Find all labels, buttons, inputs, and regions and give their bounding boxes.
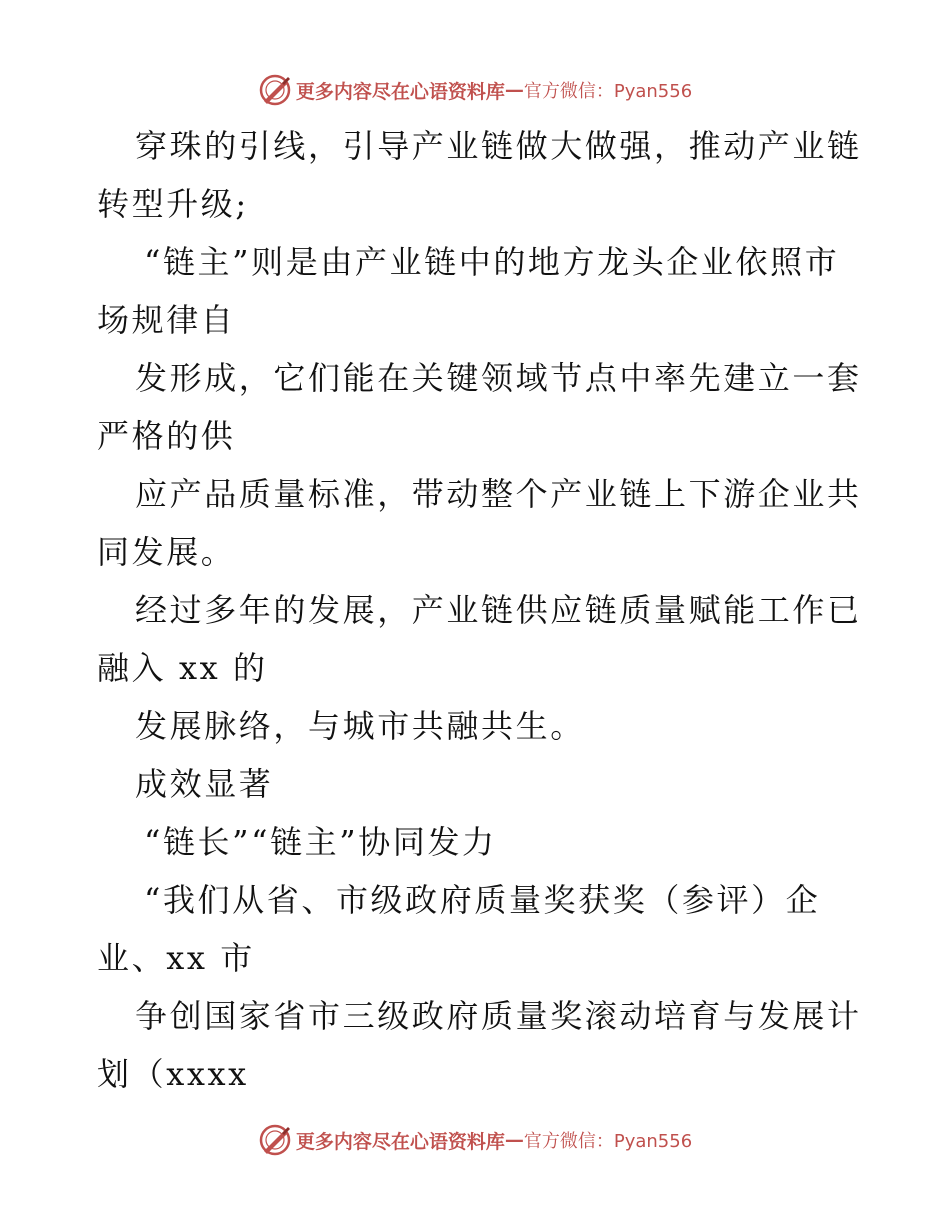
pen-logo-icon <box>258 73 292 107</box>
banner-text: 更多内容尽在心语资料库 <box>295 80 505 103</box>
pen-logo-icon <box>258 1123 292 1157</box>
body-line: 发展脉络，与城市共融共生。 <box>135 707 585 745</box>
banner-wechat: 官方微信：Pyan556 <box>523 1131 693 1152</box>
banner-text: 更多内容尽在心语资料库 <box>295 1130 505 1153</box>
document-body <box>97 117 862 1103</box>
body-line: 转型升级; <box>97 185 249 223</box>
body-line: 穿珠的引线，引导产业链做大做强，推动产业链 <box>135 127 862 165</box>
header-banner <box>0 70 950 110</box>
body-line: 争创国家省市三级政府质量奖滚动培育与发展计 <box>135 997 862 1035</box>
body-line: “链主”则是由产业链中的地方龙头企业依照市 <box>144 243 840 281</box>
body-line: 同发展。 <box>97 533 236 571</box>
subheading: “链长”“链主”协同发力 <box>144 823 497 861</box>
body-line: 发形成，它们能在关键领域节点中率先建立一套 <box>135 359 862 397</box>
body-line: 应产品质量标准，带动整个产业链上下游企业共 <box>135 475 862 513</box>
body-line: 划（xxxx <box>97 1055 249 1093</box>
banner-dash: — <box>504 1129 524 1151</box>
body-line: 经过多年的发展，产业链供应链质量赋能工作已 <box>135 591 862 629</box>
footer-banner <box>0 1120 950 1160</box>
body-line: “我们从省、市级政府质量奖获奖（参评）企 <box>144 881 821 919</box>
body-line: 严格的供 <box>97 417 236 455</box>
banner-wechat: 官方微信：Pyan556 <box>523 81 693 102</box>
section-heading: 成效显著 <box>135 765 274 803</box>
body-line: 业、xx 市 <box>97 939 255 977</box>
body-line: 融入 xx 的 <box>97 649 268 687</box>
banner-dash: — <box>504 79 524 101</box>
body-line: 场规律自 <box>97 301 236 339</box>
